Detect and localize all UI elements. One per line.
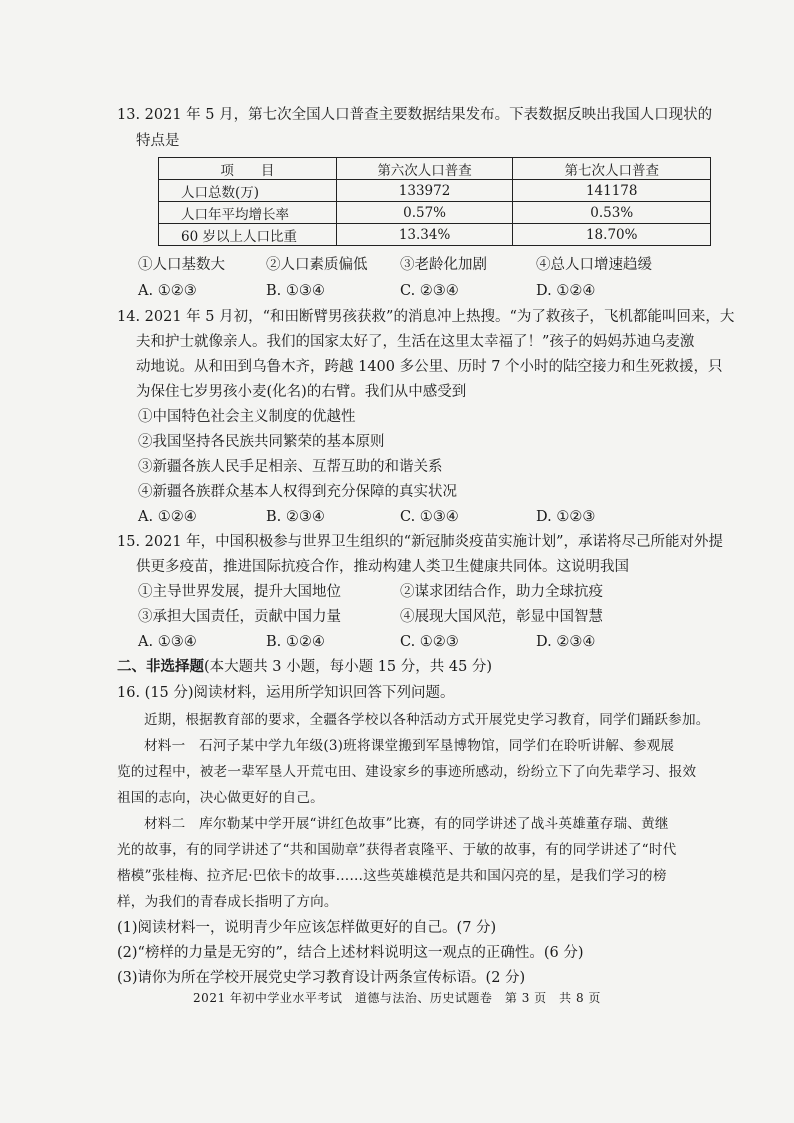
q13-statement: ③老龄化加剧 — [400, 257, 487, 273]
material1-line3: 祖国的志向，决心做更好的自己。 — [117, 790, 324, 806]
q14-stem-line1: 14. 2021 年 5 月初，“和田断臂男孩获救”的消息冲上热搜。“为了救孩子，飞机都能叫回来，大 — [117, 309, 735, 325]
table-cell: 人口年平均增长率 — [159, 202, 337, 224]
table-header-row — [159, 158, 711, 180]
table-header-cell: 第六次人口普查 — [336, 158, 513, 180]
table-cell: 0.53% — [513, 202, 711, 224]
q13-choice-c: C. ②③④ — [400, 283, 459, 299]
table-row — [159, 202, 711, 224]
page-footer: 2021 年初中学业水平考试 道德与法治、历史试题卷 第 3 页 共 8 页 — [193, 991, 601, 1005]
q16-sub2: (2)“榜样的力量是无穷的”，结合上述材料说明这一观点的正确性。(6 分) — [117, 945, 584, 961]
material2-line4: 样，为我们的青春成长指明了方向。 — [117, 894, 338, 910]
q15-stem-line1: 15. 2021 年，中国积极参与世界卫生组织的“新冠肺炎疫苗实施计划”，承诺将尽己所能对外提 — [117, 534, 724, 550]
q15-statement: ④展现大国风范，彰显中国智慧 — [400, 609, 603, 625]
q13-stem-line2: 特点是 — [136, 133, 180, 149]
q15-stem-line2: 供更多疫苗，推进国际抗疫合作，推动构建人类卫生健康共同体。这说明我国 — [136, 559, 629, 575]
table-header-cell: 项 目 — [159, 158, 337, 180]
q15-choice-d: D. ②③④ — [536, 634, 596, 650]
section-note: (本大题共 3 小题，每小题 15 分，共 45 分) — [204, 659, 493, 675]
census-table — [158, 157, 711, 246]
table-cell: 0.57% — [336, 202, 513, 224]
table-cell: 133972 — [336, 180, 513, 202]
q13-statement: ②人口素质偏低 — [266, 257, 368, 273]
material2-line2: 光的故事，有的同学讲述了“共和国勋章”获得者袁隆平、于敏的故事，有的同学讲述了“时代 — [117, 842, 677, 858]
q15-choice-a: A. ①③④ — [138, 634, 197, 650]
table-cell: 18.70% — [513, 224, 711, 246]
q15-choice-b: B. ①②④ — [266, 634, 325, 650]
q13-statement: ①人口基数大 — [138, 257, 225, 273]
q14-choice-d: D. ①②③ — [536, 509, 596, 525]
q16-sub1: (1)阅读材料一，说明青少年应该怎样做更好的自己。(7 分) — [117, 920, 497, 936]
q13-statement: ④总人口增速趋缓 — [536, 257, 652, 273]
q15-choice-c: C. ①②③ — [400, 634, 459, 650]
q14-statement: ③新疆各族人民手足相亲、互帮互助的和谐关系 — [138, 459, 443, 475]
q14-choice-b: B. ②③④ — [266, 509, 325, 525]
q14-choice-c: C. ①③④ — [400, 509, 459, 525]
section-title: 二、非选择题 — [117, 658, 204, 675]
section-heading — [117, 657, 492, 677]
q13-choice-d: D. ①②④ — [536, 283, 596, 299]
table-header-cell: 第七次人口普查 — [513, 158, 711, 180]
table-cell: 141178 — [513, 180, 711, 202]
table-cell: 60 岁以上人口比重 — [159, 224, 337, 246]
table-cell: 13.34% — [336, 224, 513, 246]
table-row — [159, 224, 711, 246]
q14-statement: ②我国坚持各民族共同繁荣的基本原则 — [138, 434, 385, 450]
q16-sub3: (3)请你为所在学校开展党史学习教育设计两条宣传标语。(2 分) — [117, 970, 526, 986]
q14-statement: ④新疆各族群众基本人权得到充分保障的真实状况 — [138, 484, 457, 500]
material1-line2: 览的过程中，被老一辈军垦人开荒屯田、建设家乡的事迹所感动，纷纷立下了向先辈学习、报效 — [117, 764, 697, 780]
q14-stem-line3: 动地说。从和田到乌鲁木齐，跨越 1400 多公里、历时 7 个小时的陆空接力和生死救援，只 — [136, 359, 723, 375]
table-row — [159, 180, 711, 202]
q15-statement: ①主导世界发展，提升大国地位 — [138, 584, 341, 600]
q13-choice-b: B. ①③④ — [266, 283, 325, 299]
q15-statement: ③承担大国责任，贡献中国力量 — [138, 609, 341, 625]
q13-stem-line1: 13. 2021 年 5 月，第七次全国人口普查主要数据结果发布。下表数据反映出我国人口现状的 — [117, 107, 713, 123]
material2-line3: 楷模”张桂梅、拉齐尼·巴依卡的故事……这些英雄模范是共和国闪亮的星，是我们学习的榜 — [117, 868, 667, 884]
material2-line1: 材料二 库尔勒某中学开展“讲红色故事”比赛，有的同学讲述了战斗英雄董存瑞、黄继 — [144, 816, 669, 832]
q13-choice-a: A. ①②③ — [138, 283, 197, 299]
q14-stem-line4: 为保住七岁男孩小麦(化名)的右臂。我们从中感受到 — [136, 384, 467, 400]
q14-choice-a: A. ①②④ — [138, 509, 197, 525]
q14-stem-line2: 夫和护士就像亲人。我们的国家太好了，生活在这里太幸福了！”孩子的妈妈苏迪乌麦激 — [136, 334, 695, 350]
q15-statement: ②谋求团结合作，助力全球抗疫 — [400, 584, 603, 600]
q16-intro: 近期，根据教育部的要求，全疆各学校以各种活动方式开展党史学习教育，同学们踊跃参加。 — [144, 712, 710, 728]
q16-stem: 16. (15 分)阅读材料，运用所学知识回答下列问题。 — [117, 685, 455, 701]
q14-statement: ①中国特色社会主义制度的优越性 — [138, 409, 356, 425]
material1-line1: 材料一 石河子某中学九年级(3)班将课堂搬到军垦博物馆，同学们在聆听讲解、参观展 — [144, 738, 675, 754]
table-cell: 人口总数(万) — [159, 180, 337, 202]
